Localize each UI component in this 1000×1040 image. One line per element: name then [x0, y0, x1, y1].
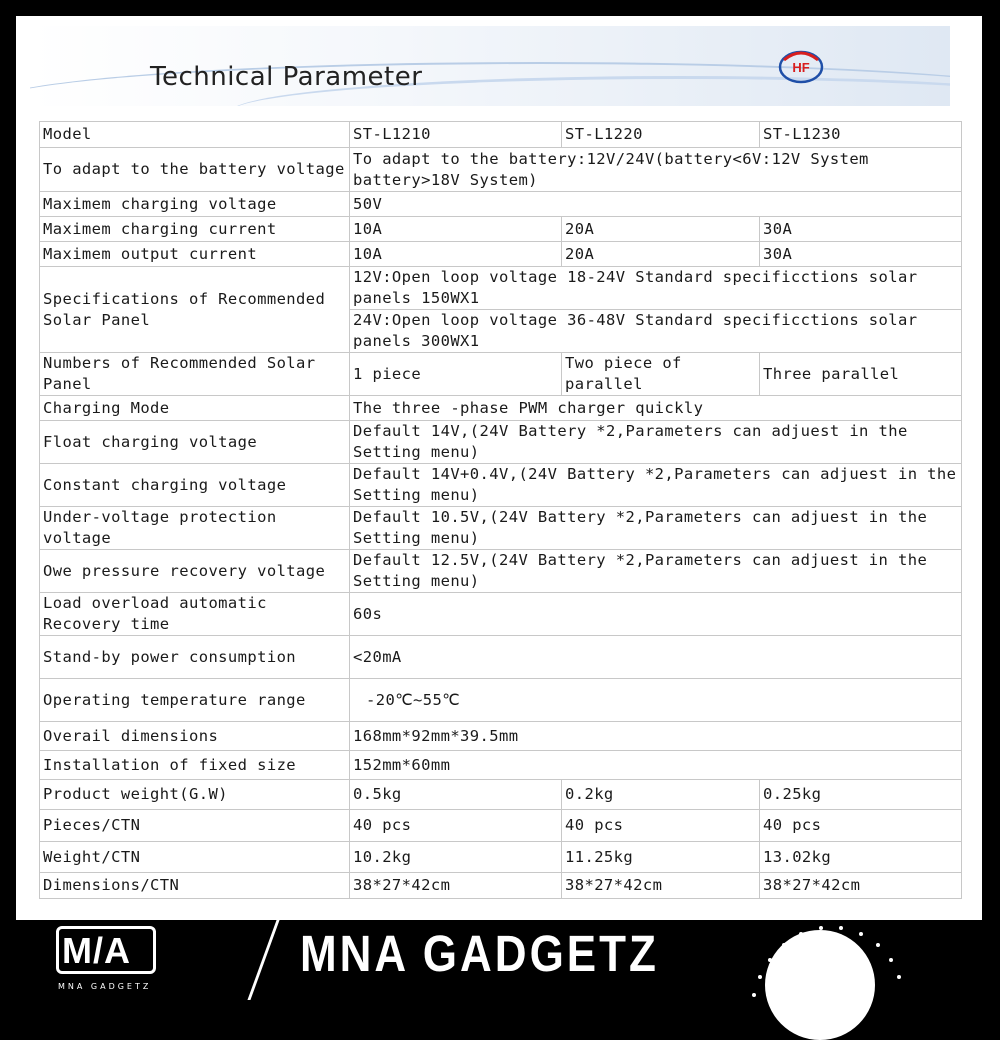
value-cell: 168mm*92mm*39.5mm	[350, 722, 962, 751]
row-label: Installation of fixed size	[40, 751, 350, 780]
row-label: Load overload automatic Recovery time	[40, 593, 350, 636]
row-label: Maximem charging current	[40, 217, 350, 242]
table-row	[40, 593, 962, 636]
value-cell: To adapt to the battery:12V/24V(battery<6V:12V System battery>18V System)	[350, 148, 962, 192]
value-cell: 10A	[350, 217, 562, 242]
value-cell: Default 14V,(24V Battery *2,Parameters can adjuest in the Setting menu)	[350, 421, 962, 464]
model-cell: ST-L1220	[562, 122, 760, 148]
row-label: Weight/CTN	[40, 842, 350, 873]
value-cell: 13.02kg	[760, 842, 962, 873]
page-title: Technical Parameter	[150, 62, 423, 92]
row-label: Model	[40, 122, 350, 148]
value-cell: 10.2kg	[350, 842, 562, 873]
brand-logo-subtitle: MNA GADGETZ	[58, 982, 152, 991]
row-label: Charging Mode	[40, 396, 350, 421]
table-row	[40, 267, 962, 310]
value-cell: -20℃~55℃	[350, 679, 962, 722]
value-cell: 24V:Open loop voltage 36-48V Standard specificctions solar panels 300WX1	[350, 310, 962, 353]
table-row	[40, 810, 962, 842]
row-label: Maximem charging voltage	[40, 192, 350, 217]
value-cell: 12V:Open loop voltage 18-24V Standard specificctions solar panels 150WX1	[350, 267, 962, 310]
value-cell: Default 12.5V,(24V Battery *2,Parameters can adjuest in the Setting menu)	[350, 550, 962, 593]
row-label: Product weight(G.W)	[40, 780, 350, 810]
value-cell: Default 14V+0.4V,(24V Battery *2,Parameters can adjuest in the Setting menu)	[350, 464, 962, 507]
value-cell: 20A	[562, 242, 760, 267]
value-cell: <20mA	[350, 636, 962, 679]
table-row	[40, 353, 962, 396]
value-cell: The three -phase PWM charger quickly	[350, 396, 962, 421]
row-label: Constant charging voltage	[40, 464, 350, 507]
value-cell: 152mm*60mm	[350, 751, 962, 780]
table-row	[40, 464, 962, 507]
value-cell: Default 10.5V,(24V Battery *2,Parameters can adjuest in the Setting menu)	[350, 507, 962, 550]
value-cell: 20A	[562, 217, 760, 242]
table-row	[40, 679, 962, 722]
company-logo-icon	[778, 48, 824, 86]
row-label: Owe pressure recovery voltage	[40, 550, 350, 593]
table-row	[40, 507, 962, 550]
row-label: To adapt to the battery voltage	[40, 148, 350, 192]
value-cell: 38*27*42cm	[350, 873, 562, 899]
value-cell: 0.25kg	[760, 780, 962, 810]
table-row	[40, 842, 962, 873]
decorative-circle	[765, 930, 875, 1040]
table-row	[40, 192, 962, 217]
value-cell: 60s	[350, 593, 962, 636]
value-cell: 38*27*42cm	[562, 873, 760, 899]
table-row	[40, 242, 962, 267]
value-cell: 11.25kg	[562, 842, 760, 873]
value-cell: 0.5kg	[350, 780, 562, 810]
table-row	[40, 873, 962, 899]
row-label: Pieces/CTN	[40, 810, 350, 842]
value-cell: 40 pcs	[760, 810, 962, 842]
value-cell: 10A	[350, 242, 562, 267]
table-row	[40, 217, 962, 242]
value-cell: 38*27*42cm	[760, 873, 962, 899]
row-label: Specifications of Recommended Solar Panel	[40, 267, 350, 353]
row-label: Overail dimensions	[40, 722, 350, 751]
value-cell: 30A	[760, 242, 962, 267]
value-cell: 40 pcs	[350, 810, 562, 842]
table-row	[40, 396, 962, 421]
table-row	[40, 636, 962, 679]
value-cell: 0.2kg	[562, 780, 760, 810]
value-cell: 1 piece	[350, 353, 562, 396]
logo-text: HF	[792, 60, 810, 75]
table-row	[40, 148, 962, 192]
spec-table	[39, 121, 962, 899]
row-label: Numbers of Recommended Solar Panel	[40, 353, 350, 396]
table-row	[40, 550, 962, 593]
table-row	[40, 751, 962, 780]
brand-logo-letters: M/A	[62, 930, 131, 971]
model-cell: ST-L1230	[760, 122, 962, 148]
row-label: Under-voltage protection voltage	[40, 507, 350, 550]
model-cell: ST-L1210	[350, 122, 562, 148]
table-row	[40, 421, 962, 464]
value-cell: Two piece of parallel	[562, 353, 760, 396]
row-label: Stand-by power consumption	[40, 636, 350, 679]
table-row	[40, 780, 962, 810]
row-label: Dimensions/CTN	[40, 873, 350, 899]
row-label: Maximem output current	[40, 242, 350, 267]
table-row	[40, 722, 962, 751]
table-row	[40, 122, 962, 148]
value-cell: Three parallel	[760, 353, 962, 396]
value-cell: 40 pcs	[562, 810, 760, 842]
row-label: Operating temperature range	[40, 679, 350, 722]
value-cell: 30A	[760, 217, 962, 242]
brand-name: MNA GADGETZ	[300, 926, 659, 983]
row-label: Float charging voltage	[40, 421, 350, 464]
value-cell: 50V	[350, 192, 962, 217]
